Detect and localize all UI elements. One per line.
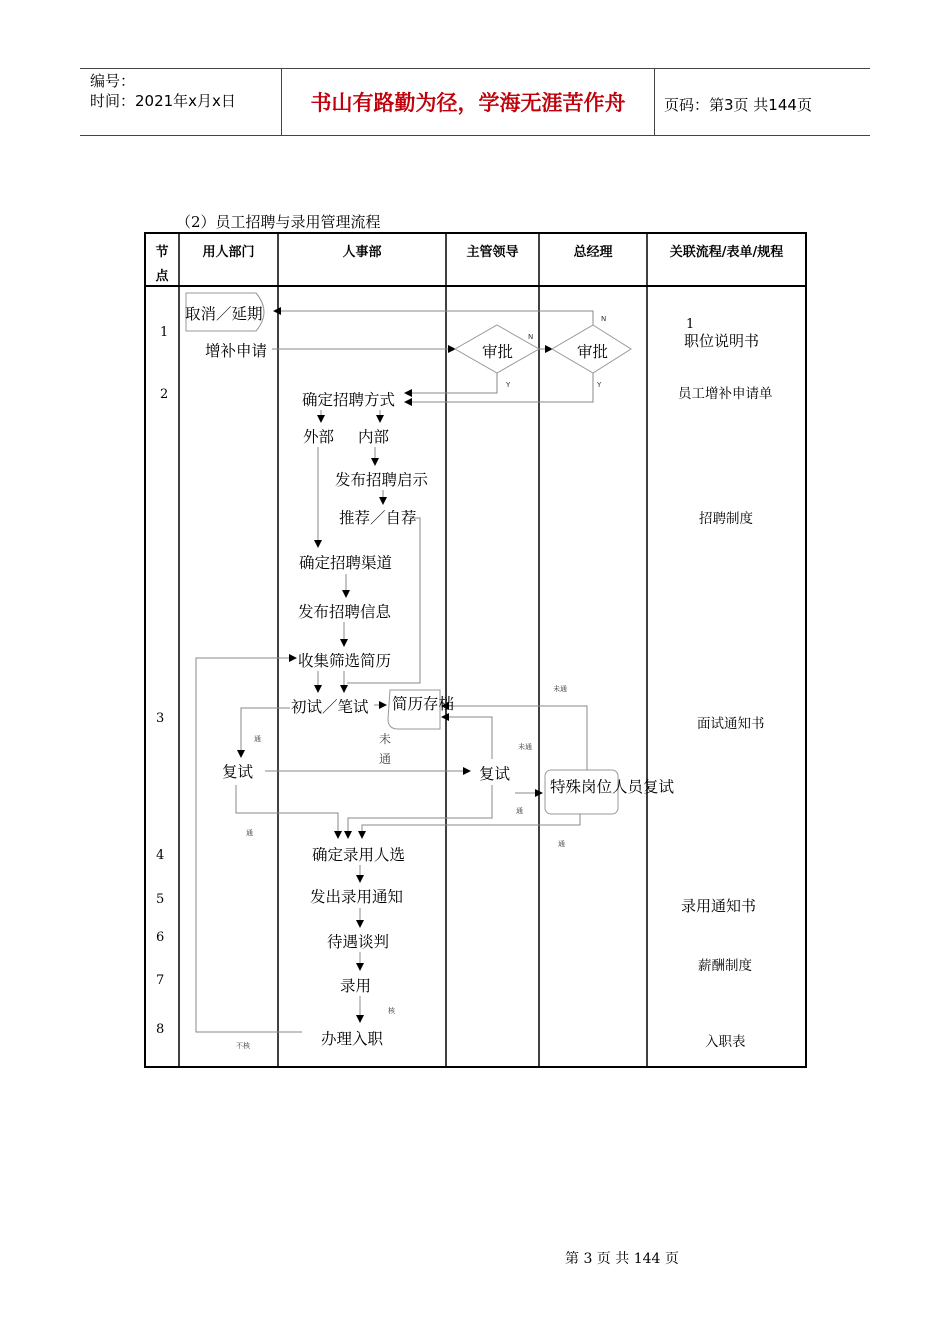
node-hire: 录用 (340, 977, 372, 995)
mark-not-pass-manager: 未通 (518, 743, 532, 751)
node-external: 外部 (303, 428, 335, 446)
node-retest-dept: 复试 (222, 763, 254, 781)
node-confirm-method: 确定招聘方式 (302, 391, 396, 409)
page-footer: 第 3 页 共 144 页 (565, 1251, 679, 1267)
mark-fail-top: 未 (379, 732, 392, 746)
col-header-gm: 总经理 (573, 245, 613, 260)
step-number: 6 (156, 930, 165, 945)
step-number: 8 (156, 1022, 165, 1037)
mark-y-gm: Y (597, 381, 602, 389)
mark-n-manager: N (528, 333, 534, 341)
node-recommend: 推荐／自荐 (339, 509, 417, 527)
col-header-manager: 主管领导 (466, 245, 519, 260)
node-approve-manager: 审批 (482, 343, 514, 361)
node-archive: 简历存档 (392, 695, 455, 713)
page-label: 页码：第3页 共144页 (664, 96, 812, 114)
node-internal: 内部 (358, 428, 390, 446)
related-request-form: 员工增补申请单 (678, 386, 773, 402)
node-confirm-hire: 确定录用人选 (312, 846, 406, 864)
mark-fail-bottom: 通 (379, 752, 392, 766)
node-publish-info: 发布招聘信息 (298, 603, 392, 621)
header-motto: 书山有路勤为径，学海无涯苦作舟 (310, 91, 626, 115)
node-collect-resume: 收集筛选简历 (298, 652, 392, 670)
step-number: 4 (156, 848, 165, 863)
related-salary-policy: 薪酬制度 (698, 958, 752, 974)
node-negotiate: 待遇谈判 (327, 933, 390, 951)
col-header-dept: 用人部门 (202, 245, 255, 260)
mark-n-gm: N (601, 315, 607, 323)
node-cancel-postpone: 取消／延期 (185, 305, 263, 323)
related-interview-notice: 面试通知书 (697, 716, 765, 732)
mark-pass-manager: 通 (516, 807, 523, 815)
related-job-description: 职位说明书 (684, 332, 760, 350)
col-header-node-1: 节 (155, 245, 169, 260)
mark-not-check: 不核 (236, 1042, 250, 1050)
node-onboard: 办理入职 (321, 1030, 384, 1048)
col-header-related: 关联流程/表单/规程 (669, 245, 784, 260)
node-first-test: 初试／笔试 (291, 698, 369, 716)
mark-pass-gm: 通 (558, 840, 565, 848)
step-number: 7 (156, 973, 165, 988)
node-send-notice: 发出录用通知 (310, 888, 404, 906)
mark-y-manager: Y (506, 381, 511, 389)
col-header-hr: 人事部 (342, 245, 382, 260)
step-number: 1 (160, 325, 169, 340)
related-offer-letter: 录用通知书 (681, 897, 757, 915)
mark-not-pass-gm: 未通 (553, 685, 567, 693)
step-number: 3 (156, 711, 165, 726)
related-onboard-form: 入职表 (705, 1034, 746, 1050)
step-number: 5 (156, 892, 165, 907)
related-number: 1 (686, 317, 695, 332)
node-special-retest: 特殊岗位人员复试 (550, 778, 675, 796)
mark-pass-dept: 通 (246, 829, 253, 837)
serial-label: 编号： (90, 72, 136, 90)
node-publish-notice: 发布招聘启示 (335, 471, 429, 489)
time-label: 时间：2021年x月x日 (90, 92, 236, 110)
node-approve-gm: 审批 (577, 343, 609, 361)
mark-pass-first: 通 (254, 735, 261, 743)
section-title: （2）员工招聘与录用管理流程 (176, 213, 381, 231)
node-request: 增补申请 (205, 342, 268, 360)
mark-check: 核 (388, 1007, 395, 1015)
node-retest-manager: 复试 (479, 765, 511, 783)
step-number: 2 (160, 387, 169, 402)
col-header-node-2: 点 (155, 269, 169, 284)
node-confirm-channel: 确定招聘渠道 (299, 554, 393, 572)
related-recruit-policy: 招聘制度 (699, 511, 753, 527)
